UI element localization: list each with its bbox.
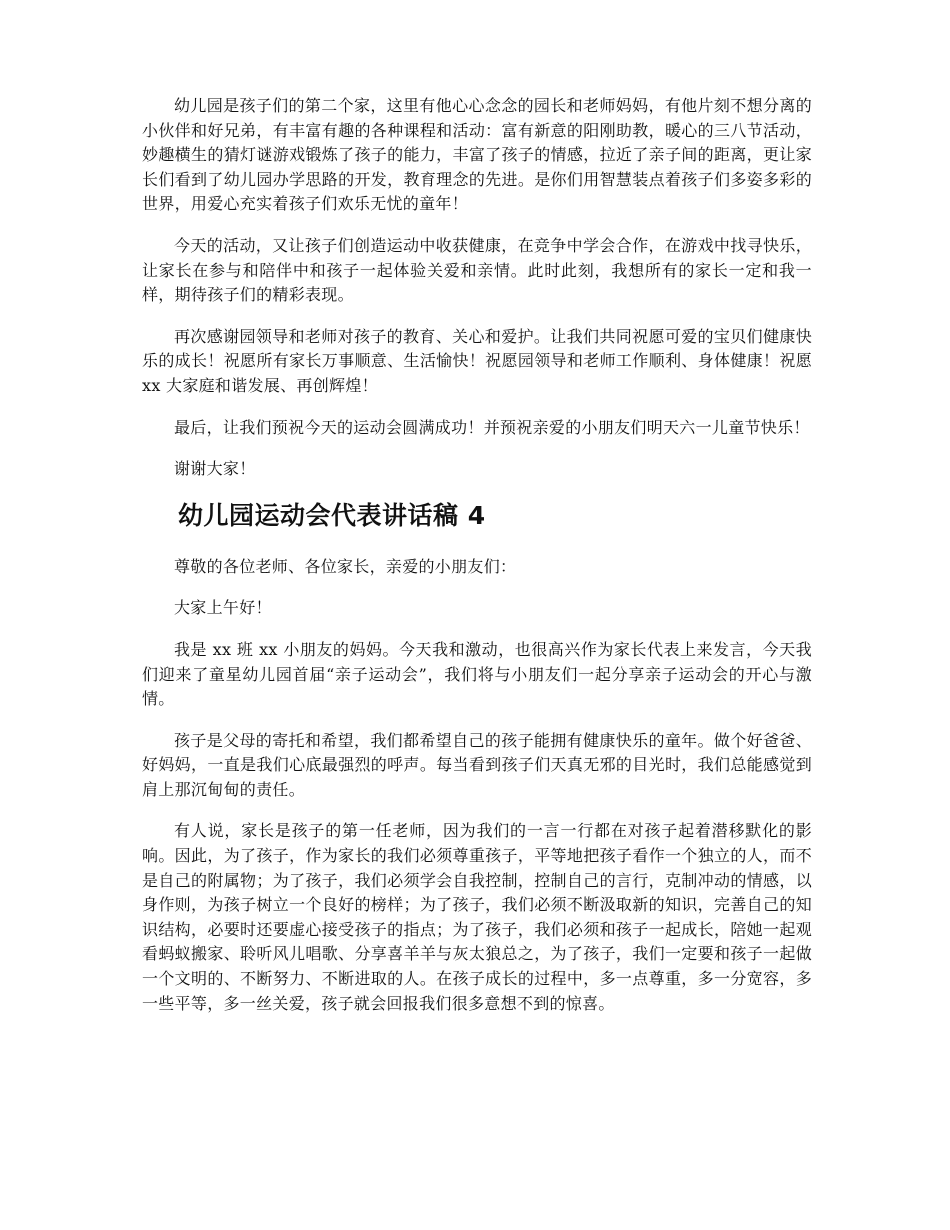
paragraph-thank-you: 谢谢大家！ [174, 459, 256, 479]
document-page [142, 94, 812, 1033]
paragraph-salutation: 尊敬的各位老师、各位家长，亲爱的小朋友们： [174, 556, 517, 576]
paragraph-kindergarten-home: 幼儿园是孩子们的第二个家，这里有他心心念念的园长和老师妈妈，有他片刻不想分离的小伙伴和好兄弟，有丰富有趣的各种课程和活动：富有新意的阳刚助教，暖心的三八节活动，妙趣横生的猜灯谜游戏锻炼了孩子的能力，丰富了孩子的情感，拉近了亲子间的距离，更让家长们看到了幼儿园办学思路的开发，教育理念的先进。是你们用智慧装点着孩子们多姿多彩的世界，用爱心充实着孩子们欢乐无忧的童年！ [142, 96, 812, 214]
paragraph-greeting: 大家上午好！ [174, 598, 272, 618]
paragraph-introduction: 我是 xx 班 xx 小朋友的妈妈。今天我和激动，也很高兴作为家长代表上来发言，今天我们迎来了童星幼儿园首届“亲子运动会”，我们将与小朋友们一起分享亲子运动会的开心与激情。 [142, 639, 812, 709]
paragraph-thanks-wishes: 再次感谢园领导和老师对孩子的教育、关心和爱护。让我们共同祝愿可爱的宝贝们健康快乐的成长！祝愿所有家长万事顺意、生活愉快！祝愿园领导和老师工作顺利、身体健康！祝愿 xx 大家庭和谐发展、再创辉煌！ [142, 326, 812, 395]
paragraph-today-activity: 今天的活动，又让孩子们创造运动中收获健康，在竞争中学会合作，在游戏中找寻快乐，让家长在参与和陪伴中和孩子一起体验关爱和亲情。此时此刻，我想所有的家长一定和我一样，期待孩子们的精彩表现。 [142, 235, 812, 305]
paragraph-closing-wishes: 最后，让我们预祝今天的运动会圆满成功！并预祝亲爱的小朋友们明天六一儿童节快乐！ [174, 417, 810, 437]
section-heading: 幼儿园运动会代表讲话稿 4 [178, 500, 486, 530]
paragraph-first-teacher: 有人说，家长是孩子的第一任老师，因为我们的一言一行都在对孩子起着潜移默化的影响。因此，为了孩子，作为家长的我们必须尊重孩子，平等地把孩子看作一个独立的人，而不是自己的附属物；为了孩子，我们必须学会自我控制，控制自己的言行，克制冲动的情感，以身作则，为孩子树立一个良好的榜样；为了孩子，我们必须不断汲取新的知识，完善自己的知识结构，必要时还要虚心接受孩子的指点；为了孩子，我们必须和孩子一起成长，陪她一起观看蚂蚁搬家、聆听风儿唱歌、分享喜羊羊与灰太狼总之，为了孩子，我们一定要和孩子一起做一个文明的、不断努力、不断进取的人。在孩子成长的过程中，多一点尊重，多一分宽容，多一些平等，多一丝关爱，孩子就会回报我们很多意想不到的惊喜。 [142, 821, 812, 1013]
paragraph-parents-hope: 孩子是父母的寄托和希望，我们都希望自己的孩子能拥有健康快乐的童年。做个好爸爸、好妈妈，一直是我们心底最强烈的呼声。每当看到孩子们天真无邪的目光时，我们总能感觉到肩上那沉甸甸的责任。 [142, 730, 812, 799]
